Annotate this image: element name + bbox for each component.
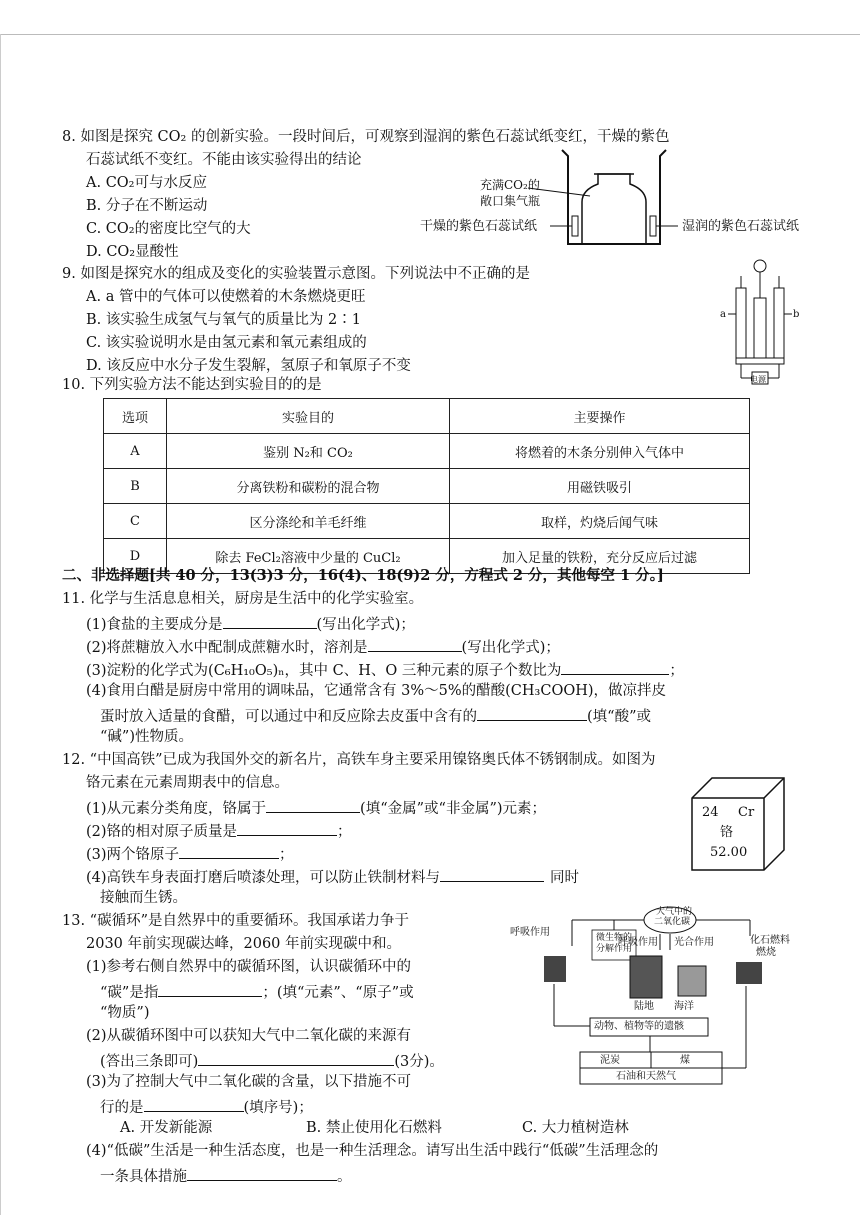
answer-blank[interactable] [477,704,587,721]
q12-sub1-text: (1)从元素分类角度，铬属于 [86,801,267,817]
q8-option-c: C. CO₂的密度比空气的大 [86,221,251,237]
q11-sub4-line1: (4)食用白醋是厨房中常用的调味品，它通常含有 3%～5%的醋酸(CH₃COOH)，做凉拌皮 [86,683,667,699]
q8-stem-1: 8. 如图是探究 CO₂ 的创新实验。一段时间后，可观察到湿润的紫色石蕊试纸变红，干燥的紫色 [62,129,670,145]
q13-sub4-tail: 。 [337,1169,352,1185]
q10-stem: 10. 下列实验方法不能达到实验目的的是 [62,377,322,393]
photosynthesis-label: 光合作用 [674,937,714,948]
q9-fig-a: a [720,309,726,320]
q12-sub3 [86,842,294,865]
table-cell: 取样，灼烧后闻气味 [450,504,750,539]
table-cell: 区分涤纶和羊毛纤维 [167,504,450,539]
q13-stem-1: 13. “碳循环”是自然界中的重要循环。我国承诺力争于 [62,913,409,929]
q13-sub1-line3: “物质”) [100,1005,150,1021]
carbon-cycle-figure [510,906,820,1102]
element-name: 铬 [720,825,734,840]
table-cell: 将燃着的木条分别伸入气体中 [450,434,750,469]
table-cell: 加入足量的铁粉，充分反应后过滤 [450,539,750,574]
q13-sub2-tail: (3分)。 [394,1054,444,1070]
q8-option-b: B. 分子在不断运动 [86,198,208,214]
table-header-row [104,399,750,434]
q11-sub3 [86,658,684,681]
q12-sub2 [86,819,352,842]
q13-sub3-line1: (3)为了控制大气中二氧化碳的含量，以下措施不可 [86,1074,412,1090]
q9-stem: 9. 如图是探究水的组成及变化的实验装置示意图。下列说法中不正确的是 [62,266,530,282]
q11-sub4-line2 [100,704,651,727]
fossil-label-1: 化石燃料 [750,935,790,946]
q10-table [103,398,750,574]
table-cell: D [104,539,167,574]
table-header: 选项 [104,399,167,434]
q11-stem: 11. 化学与生活息息相关，厨房是生活中的化学实验室。 [62,591,424,607]
respiration-label: 呼吸作用 [510,927,550,938]
q13-option-b: B. 禁止使用化石燃料 [306,1120,442,1136]
q11-sub3-tail: ； [669,663,684,679]
q12-sub3-text: (3)两个铬原子 [86,847,180,863]
q8-option-d: D. CO₂显酸性 [86,244,179,260]
fossil-label-2: 燃烧 [756,947,776,958]
answer-blank[interactable] [266,796,360,813]
q13-sub4-text: 一条具体措施 [100,1169,187,1185]
q9-figure [720,258,800,386]
table-row [104,434,750,469]
q11-sub1-text: (1)食盐的主要成分是 [86,617,223,633]
table-cell: C [104,504,167,539]
q13-sub2-line2 [100,1049,444,1072]
atmo-label-2: 二氧化碳 [654,917,691,927]
q13-sub4-line1: (4)“低碳”生活是一种生活态度，也是一种生活理念。请写出生活中践行“低碳”生活理念的 [86,1143,659,1159]
table-cell: A [104,434,167,469]
table-cell: 除去 FeCl₂溶液中少量的 CuCl₂ [167,539,450,574]
answer-blank[interactable] [179,842,279,859]
element-mass: 52.00 [710,845,748,860]
table-row [104,504,750,539]
remains-label: 动物、植物等的遗骸 [594,1021,684,1032]
q8-figure [420,140,840,250]
q12-sub4 [86,865,579,888]
q13-sub3-line2 [100,1095,313,1118]
answer-blank[interactable] [561,658,669,675]
ocean-label: 海洋 [674,1001,694,1012]
table-header: 主要操作 [450,399,750,434]
answer-blank[interactable] [144,1095,244,1112]
respiration2-label: 呼吸作用 [618,937,658,948]
q8-fig-label-1: 充满CO₂的 [480,178,540,192]
q13-stem-2: 2030 年前实现碳达峰，2060 年前实现碳中和。 [86,936,402,952]
answer-blank[interactable] [440,865,544,882]
element-card [690,776,786,872]
q9-option-c: C. 该实验说明水是由氢元素和氧元素组成的 [86,335,367,351]
q12-sub3-tail: ； [279,847,294,863]
q13-sub1-line2 [100,980,414,1003]
answer-blank[interactable] [158,980,262,997]
table-cell: 鉴别 N₂和 CO₂ [167,434,450,469]
left-rule [0,34,1,1215]
q9-fig-power: 电源 [750,375,766,384]
q11-sub1 [86,612,415,635]
q12-sub2-tail: ； [337,824,352,840]
q13-sub2-text: (答出三条即可) [100,1054,199,1070]
table-cell: 用磁铁吸引 [450,469,750,504]
q13-sub1-line1: (1)参考右侧自然界中的碳循环图，认识碳循环中的 [86,959,412,975]
answer-blank[interactable] [187,1164,337,1181]
table-header: 实验目的 [167,399,450,434]
answer-blank[interactable] [198,1049,394,1066]
q13-sub3-text: 行的是 [100,1100,144,1116]
answer-blank[interactable] [223,612,317,629]
micro-label-1: 微生物的 [596,933,633,943]
peat-label: 泥炭 [600,1055,620,1066]
top-rule [0,34,860,35]
table-cell: 分离铁粉和碳粉的混合物 [167,469,450,504]
q9-option-a: A. a 管中的气体可以使燃着的木条燃烧更旺 [86,289,366,305]
q12-sub4-tail: 同时 [550,870,580,886]
q12-sub2-text: (2)铬的相对原子质量是 [86,824,238,840]
q13-sub3-tail: (填序号)； [243,1100,313,1116]
q8-option-a: A. CO₂可与水反应 [86,175,207,191]
q13-sub1-tail: ；(填“元素”、“原子”或 [262,985,414,1001]
element-symbol: Cr [738,805,755,820]
q12-stem-1: 12. “中国高铁”已成为我国外交的新名片，高铁车身主要采用镍铬奥氏体不锈钢制成。如图为 [62,752,656,768]
table-row [104,469,750,504]
element-number: 24 [702,805,719,820]
q11-sub3-text: (3)淀粉的化学式为(C₆H₁₀O₅)ₙ，其中 C、H、O 三种元素的原子个数比为 [86,663,562,679]
electrolysis-apparatus-diagram [720,258,800,386]
q13-option-c: C. 大力植树造林 [522,1120,629,1136]
atmo-label-1: 大气中的 [656,907,693,917]
section-title: 二、非选择题[共 40 分，13(3)3 分，16(4)、18(9)2 分，方程式 2 分，其他每空 1 分。] [62,567,664,584]
oilgas-label: 石油和天然气 [616,1071,676,1082]
q12-sub1-tail: (填“金属”或“非金属”)元素； [360,801,547,817]
q12-sub4-text: (4)高铁车身表面打磨后喷漆处理，可以防止铁制材料与 [86,870,441,886]
q11-sub2-tail: (写出化学式)； [461,640,560,656]
q9-fig-b: b [793,309,800,320]
answer-blank[interactable] [237,819,337,836]
q13-sub2-line1: (2)从碳循环图中可以获知大气中二氧化碳的来源有 [86,1028,412,1044]
land-label: 陆地 [634,1001,654,1012]
table-cell: B [104,469,167,504]
q11-sub4-tail: (填“酸”或 [587,709,651,725]
q11-sub1-tail: (写出化学式)； [316,617,415,633]
q12-sub4-line2: 接触而生锈。 [100,890,187,906]
q8-stem-2: 石蕊试纸不变红。不能由该实验得出的结论 [86,152,362,168]
q8-fig-label-dry: 干燥的紫色石蕊试纸 [420,219,538,234]
coal-label: 煤 [680,1055,690,1066]
q11-sub4-text: 蛋时放入适量的食醋，可以通过中和反应除去皮蛋中含有的 [100,709,477,725]
micro-label-2: 分解作用 [596,944,633,954]
q13-sub4-line2 [100,1164,352,1187]
q12-sub1 [86,796,546,819]
q9-option-d: D. 该反应中水分子发生裂解，氢原子和氧原子不变 [86,358,411,374]
answer-blank[interactable] [368,635,462,652]
q9-option-b: B. 该实验生成氢气与氧气的质量比为 2∶1 [86,312,361,328]
q11-sub2-text: (2)将蔗糖放入水中配制成蔗糖水时，溶剂是 [86,640,368,656]
q12-stem-2: 铬元素在元素周期表中的信息。 [86,775,289,791]
q13-sub1-text: “碳”是指 [100,985,159,1001]
q11-sub2 [86,635,560,658]
q13-option-a: A. 开发新能源 [120,1120,213,1136]
q8-fig-label-2: 敞口集气瓶 [480,194,541,208]
q8-fig-label-wet: 湿润的紫色石蕊试纸 [682,219,800,234]
q11-sub4-line3: “碱”)性物质。 [100,729,193,745]
